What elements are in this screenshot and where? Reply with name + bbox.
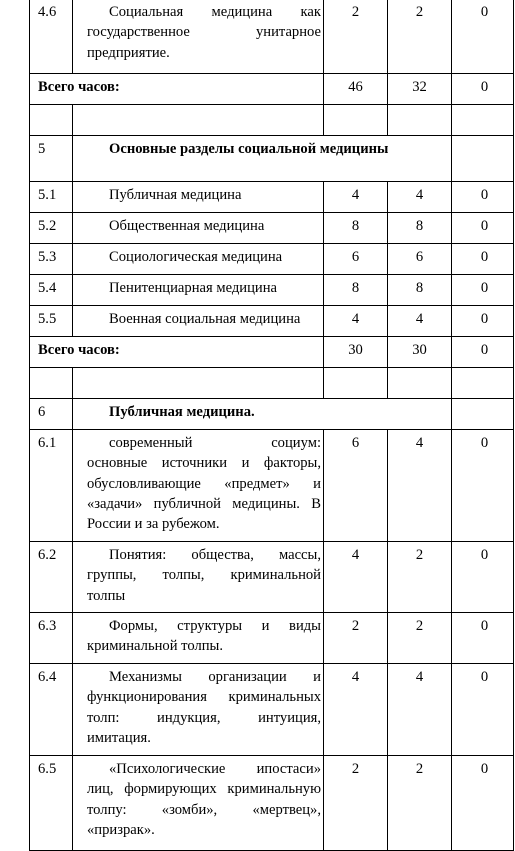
hours-other: 0 (452, 275, 514, 306)
description-line: предприятие. (87, 44, 170, 61)
description-line: «призрак». (87, 821, 155, 838)
table-row (30, 136, 514, 182)
table-row (30, 613, 514, 664)
empty-cell (30, 105, 73, 136)
hours-other: 0 (452, 244, 514, 275)
row-number: 6.3 (30, 613, 73, 664)
table-row (30, 368, 514, 399)
hours-other: 0 (452, 182, 514, 213)
curriculum-table-body (30, 0, 514, 851)
table-row (30, 430, 514, 542)
table-row (30, 306, 514, 337)
description-line: криминальной толпы. (87, 638, 223, 655)
table-row (30, 182, 514, 213)
row-number: 6.4 (30, 664, 73, 756)
empty-cell (452, 105, 514, 136)
hours-lecture: 6 (388, 244, 452, 275)
description-line: Публичная медицина (109, 187, 242, 203)
hours-lecture: 2 (388, 613, 452, 664)
table-row (30, 275, 514, 306)
row-description (73, 613, 324, 664)
hours-other: 0 (452, 542, 514, 613)
row-description (73, 213, 324, 244)
row-number: 5.3 (30, 244, 73, 275)
description-line: толпу: «зомби», «мертвец», (87, 801, 321, 818)
table-row (30, 244, 514, 275)
row-number: 6.5 (30, 756, 73, 851)
hours-total: 8 (324, 275, 388, 306)
row-description (73, 306, 324, 337)
description-line: Общественная медицина (109, 218, 265, 234)
empty-cell (324, 105, 388, 136)
table-row (30, 399, 514, 430)
hours-lecture: 2 (388, 0, 452, 74)
section-title: Основные разделы социальной медицины (73, 136, 452, 182)
hours-other: 0 (452, 213, 514, 244)
description-line: имитация. (87, 729, 151, 746)
hours-lecture: 2 (388, 756, 452, 851)
empty-cell (73, 105, 324, 136)
description-line: Формы, структуры и виды (109, 618, 321, 634)
hours-other: 0 (452, 756, 514, 851)
description-line: «задачи» публичной медицины. В (87, 495, 321, 512)
row-number: 5.1 (30, 182, 73, 213)
description-line: лиц, формирующих криминальную (87, 781, 321, 798)
row-number: 6.1 (30, 430, 73, 542)
hours-lecture: 4 (388, 664, 452, 756)
description-line: Социологическая медицина (109, 249, 283, 265)
row-number: 6.2 (30, 542, 73, 613)
description-line: группы, толпы, криминальной (87, 567, 321, 584)
hours-lecture: 4 (388, 306, 452, 337)
hours-other: 0 (452, 613, 514, 664)
hours-total: 4 (324, 182, 388, 213)
hours-total: 4 (324, 306, 388, 337)
row-number: 5.4 (30, 275, 73, 306)
row-description (73, 664, 324, 756)
description-line: России и за рубежом. (87, 516, 220, 533)
description-line: толпы (87, 587, 126, 604)
description-line: современный социум: (109, 435, 321, 451)
empty-cell (73, 368, 324, 399)
hours-total: 2 (324, 756, 388, 851)
description-line: государственное унитарное (87, 24, 321, 41)
hours-lecture: 8 (388, 275, 452, 306)
table-row (30, 664, 514, 756)
row-number: 5.2 (30, 213, 73, 244)
empty-cell (452, 136, 514, 182)
table-row (30, 213, 514, 244)
description-line: «Психологические ипостаси» (109, 761, 321, 777)
hours-lecture: 4 (388, 430, 452, 542)
hours-other: 0 (452, 430, 514, 542)
table-row (30, 542, 514, 613)
description-line: Понятия: общества, массы, (109, 547, 321, 563)
row-description (73, 275, 324, 306)
hours-total: 6 (324, 244, 388, 275)
hours-total: 6 (324, 430, 388, 542)
hours-lecture: 32 (388, 74, 452, 105)
hours-total: 4 (324, 542, 388, 613)
description-line: функционирования криминальных (87, 689, 321, 706)
hours-other: 0 (452, 337, 514, 368)
description-line: обусловливающие «предмет» и (87, 475, 321, 492)
row-description (73, 430, 324, 542)
section-title: Публичная медицина. (73, 399, 452, 430)
description-line: Социальная медицина как (109, 4, 321, 20)
curriculum-table (29, 0, 514, 851)
empty-cell (452, 368, 514, 399)
description-line: Механизмы организации и (109, 669, 321, 685)
hours-other: 0 (452, 74, 514, 105)
empty-cell (30, 368, 73, 399)
hours-other: 0 (452, 0, 514, 74)
empty-cell (388, 368, 452, 399)
empty-cell (452, 399, 514, 430)
row-description (73, 182, 324, 213)
table-row (30, 756, 514, 851)
hours-total: 8 (324, 213, 388, 244)
description-line: основные источники и факторы, (87, 455, 321, 472)
table-row (30, 337, 514, 368)
row-number: 5.5 (30, 306, 73, 337)
hours-lecture: 4 (388, 182, 452, 213)
hours-lecture: 30 (388, 337, 452, 368)
hours-total: 30 (324, 337, 388, 368)
empty-cell (388, 105, 452, 136)
row-number: 4.6 (30, 0, 73, 74)
row-description (73, 0, 324, 74)
description-line: Пенитенциарная медицина (109, 280, 278, 296)
hours-total: 46 (324, 74, 388, 105)
row-description (73, 542, 324, 613)
hours-lecture: 2 (388, 542, 452, 613)
empty-cell (324, 368, 388, 399)
description-line: Военная социальная медицина (109, 311, 301, 327)
hours-lecture: 8 (388, 213, 452, 244)
total-label: Всего часов: (30, 337, 324, 368)
row-description (73, 756, 324, 851)
hours-other: 0 (452, 306, 514, 337)
row-description (73, 244, 324, 275)
description-line: толп: индукция, интуиция, (87, 709, 321, 726)
hours-total: 2 (324, 0, 388, 74)
hours-total: 2 (324, 613, 388, 664)
section-number: 6 (30, 399, 73, 430)
table-row (30, 105, 514, 136)
hours-total: 4 (324, 664, 388, 756)
table-row (30, 74, 514, 105)
table-row (30, 0, 514, 74)
hours-other: 0 (452, 664, 514, 756)
total-label: Всего часов: (30, 74, 324, 105)
section-number: 5 (30, 136, 73, 182)
